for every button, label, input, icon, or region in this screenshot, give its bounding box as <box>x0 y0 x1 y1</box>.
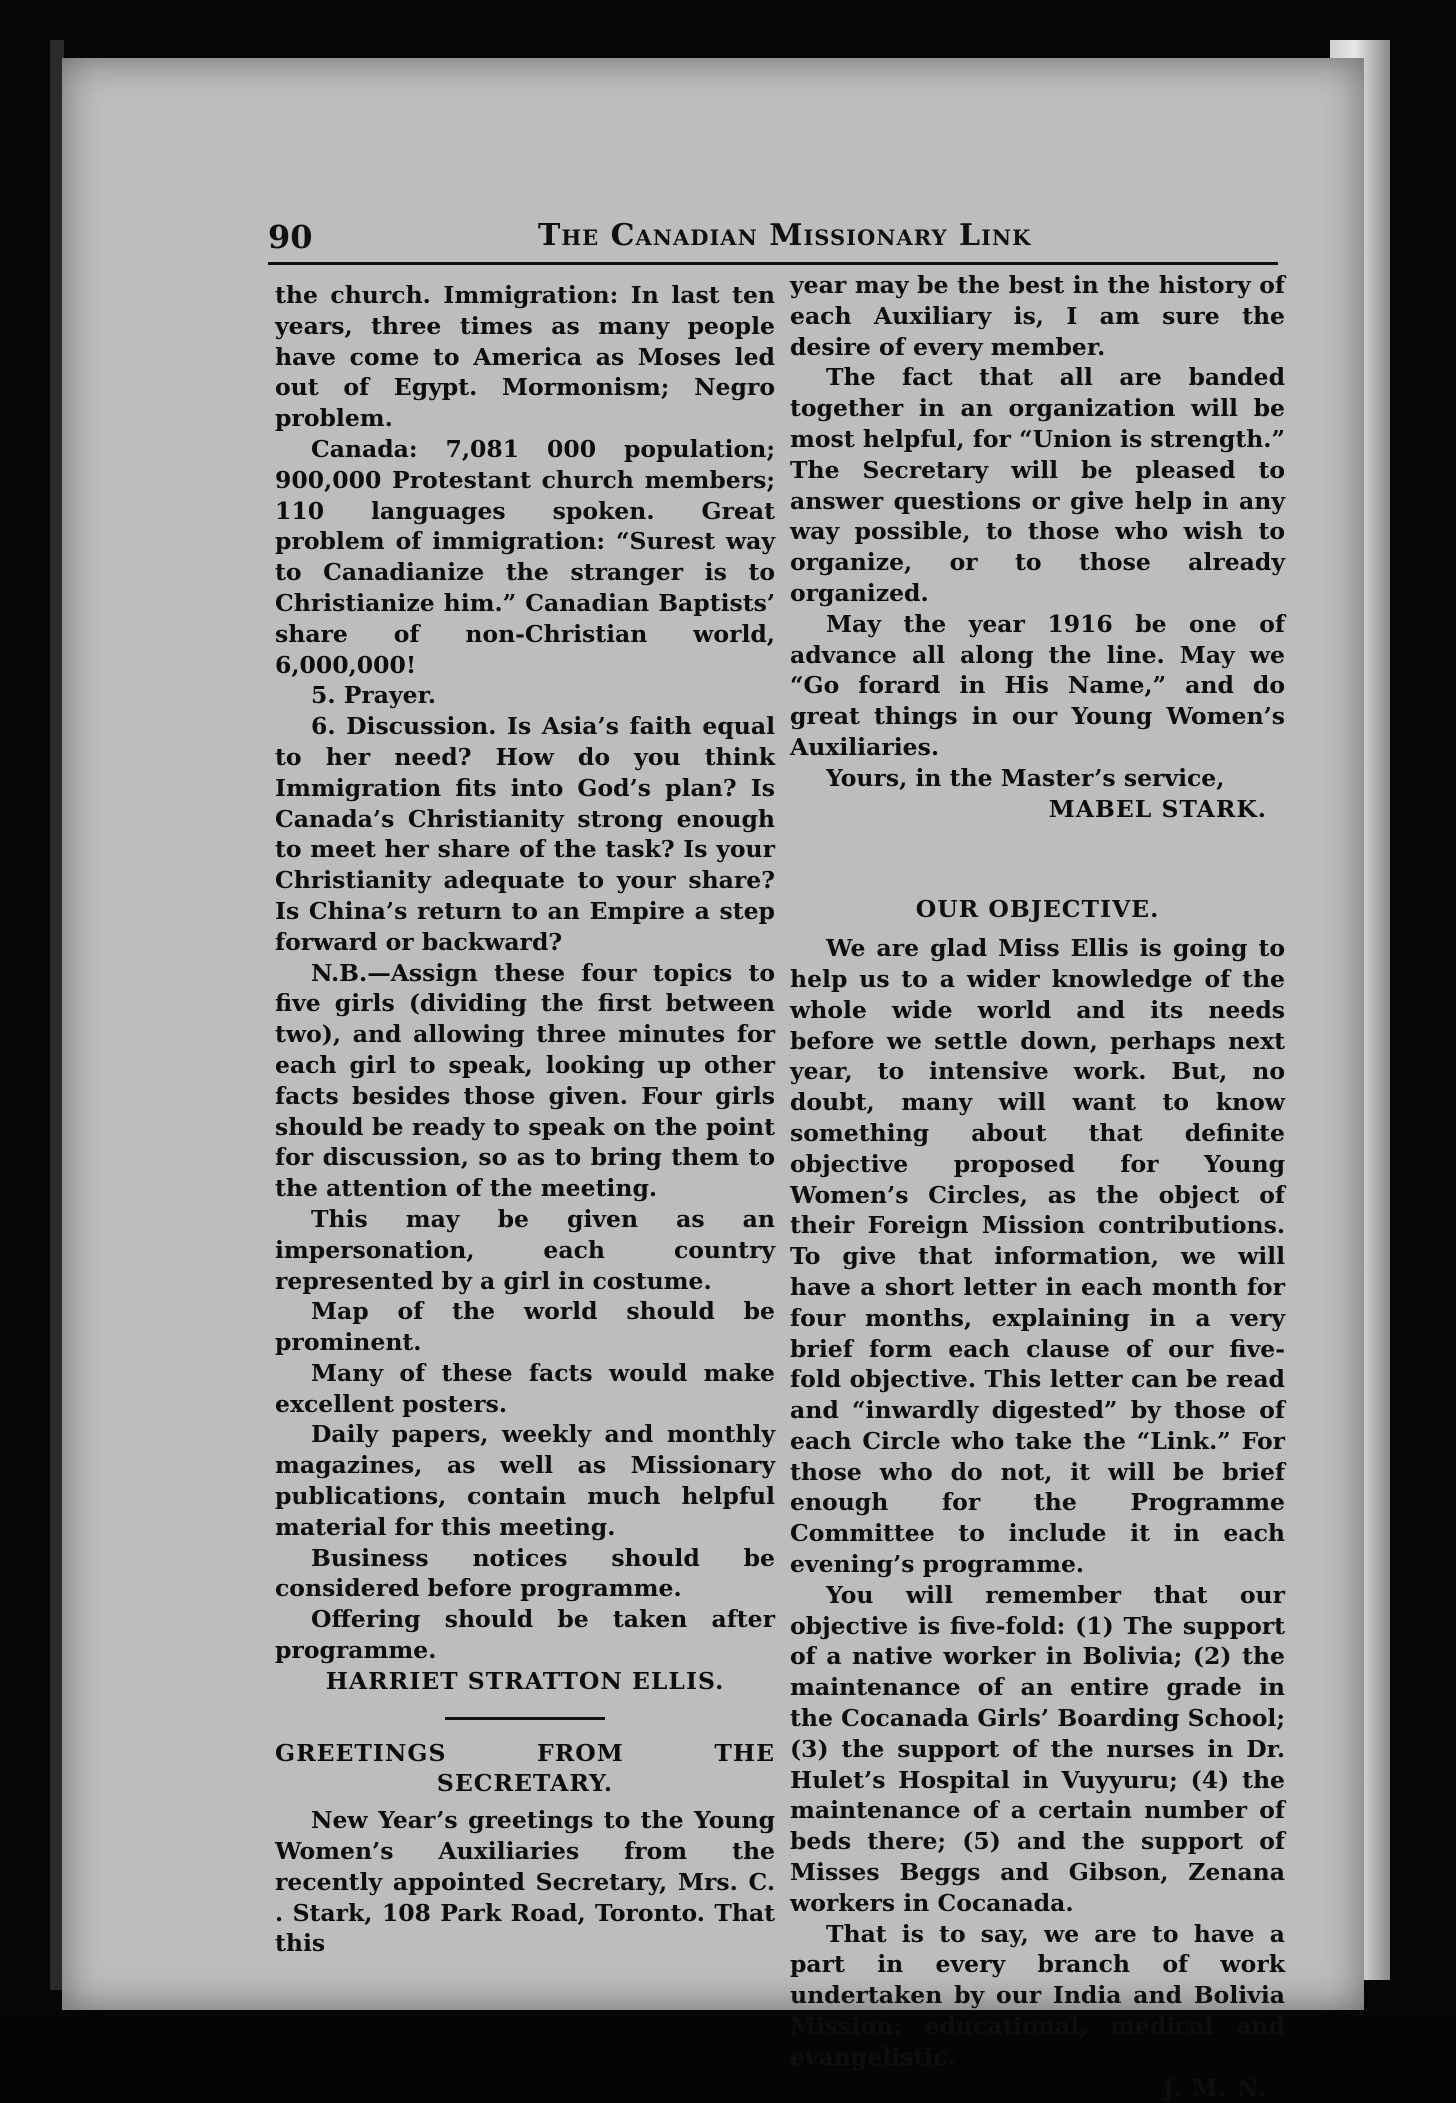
paragraph: The fact that all are banded together in an organization will be most helpful, for “Union is strength.” The Secretary will be pleased to answer questions or give help in any way possible, to those who wish to organize, or to those already organized. <box>790 363 1285 607</box>
signature: J. M. N. <box>1162 2073 1267 2102</box>
paragraph: 6. Discussion. Is Asia’s faith equal to her need? How do you think Immigration fits into God’s plan? Is Canada’s Christianity strong enough to meet her share of the task? Is your Christianity adequate to your share? Is China’s return to an Empire a step forward or backward? <box>275 712 775 956</box>
paragraph: Daily papers, weekly and monthly magazines, as well as Missionary publications, contain much helpful material for this meeting. <box>275 1420 775 1541</box>
running-title: The Canadian Missionary Link <box>538 218 1032 253</box>
paragraph: Many of these facts would make excellent posters. <box>275 1358 775 1418</box>
paragraph: N.B.—Assign these four topics to five girls (dividing the first between two), and allowing three minutes for each girl to speak, looking up other facts besides those given. Four girls should be ready to speak on the point for discussion, so as to bring them to the attention of the meeting. <box>275 958 775 1203</box>
section-heading: GREETINGS FROM THE SECRETARY. <box>275 1738 775 1798</box>
right-column <box>790 270 1285 2103</box>
paragraph: Map of the world should be prominent. <box>275 1297 775 1357</box>
paragraph: year may be the best in the history of each Auxiliary is, I am sure the desire of every member. <box>790 271 1285 361</box>
paragraph: New Year’s greetings to the Young Women’s Auxiliaries from the recently appointed Secretary, Mrs. C. . Stark, 108 Park Road, Toronto. That this <box>275 1806 775 1958</box>
paragraph: That is to say, we are to have a part in every branch of work undertaken by our India and Bolivia Mission: educational, medical and evangelistic. <box>790 1919 1285 2071</box>
signature: HARRIET STRATTON ELLIS. <box>325 1666 725 1695</box>
left-column <box>275 280 775 1959</box>
paragraph: May the year 1916 be one of advance all along the line. May we “Go forard in His Name,” and do great things in our Young Women’s Auxiliaries. <box>790 609 1285 761</box>
spacer <box>790 824 1285 880</box>
paragraph: This may be given as an impersonation, each country represented by a girl in costume. <box>275 1204 775 1295</box>
paragraph: You will remember that our objective is five-fold: (1) The support of a native worker in Bolivia; (2) the maintenance of an entire grade in the Cocanada Girls’ Boarding School; (3) the support of the nurses in Dr. Hulet’s Hospital in Vuyyuru; (4) the maintenance of a certain number of beds there; (5) and the support of Misses Beggs and Gibson, Zenana workers in Cocanada. <box>790 1580 1285 1917</box>
page-number: 90 <box>268 218 313 256</box>
paragraph: Canada: 7,081 000 population; 900,000 Protestant church members; 110 languages spoken. Great problem of immigration: “Surest way to Canadianize the stranger is to Christianize him.” Canadian Baptists’ share of non-Christian world, 6,000,000! <box>275 434 775 679</box>
section-heading: OUR OBJECTIVE. <box>915 895 1160 924</box>
paragraph: 5. Prayer. <box>311 681 437 710</box>
section-divider <box>445 1717 605 1720</box>
page-header <box>268 212 1278 265</box>
paragraph: Offering should be taken after programme. <box>275 1605 775 1665</box>
paragraph: Yours, in the Master’s service, <box>826 763 1225 792</box>
paragraph: Business notices should be considered before programme. <box>275 1543 775 1603</box>
paragraph: the church. Immigration: In last ten years, three times as many people have come to America as Moses led out of Egypt. Mormonism; Negro problem. <box>275 281 775 433</box>
signature: MABEL STARK. <box>1048 794 1267 823</box>
paragraph: We are glad Miss Ellis is going to help us to a wider knowledge of the whole wide world and its needs before we settle down, perhaps next year, to intensive work. But, no doubt, many will want to know something about that definite objective proposed for Young Women’s Circles, as the object of their Foreign Mission contributions. To give that information, we will have a short letter in each month for four months, explaining in a very brief form each clause of our five-fold objective. This letter can be read and “inwardly digested” by those of each Circle who take the “Link.” For those who do not, it will be brief enough for the Programme Committee to include it in each evening’s programme. <box>790 934 1285 1579</box>
